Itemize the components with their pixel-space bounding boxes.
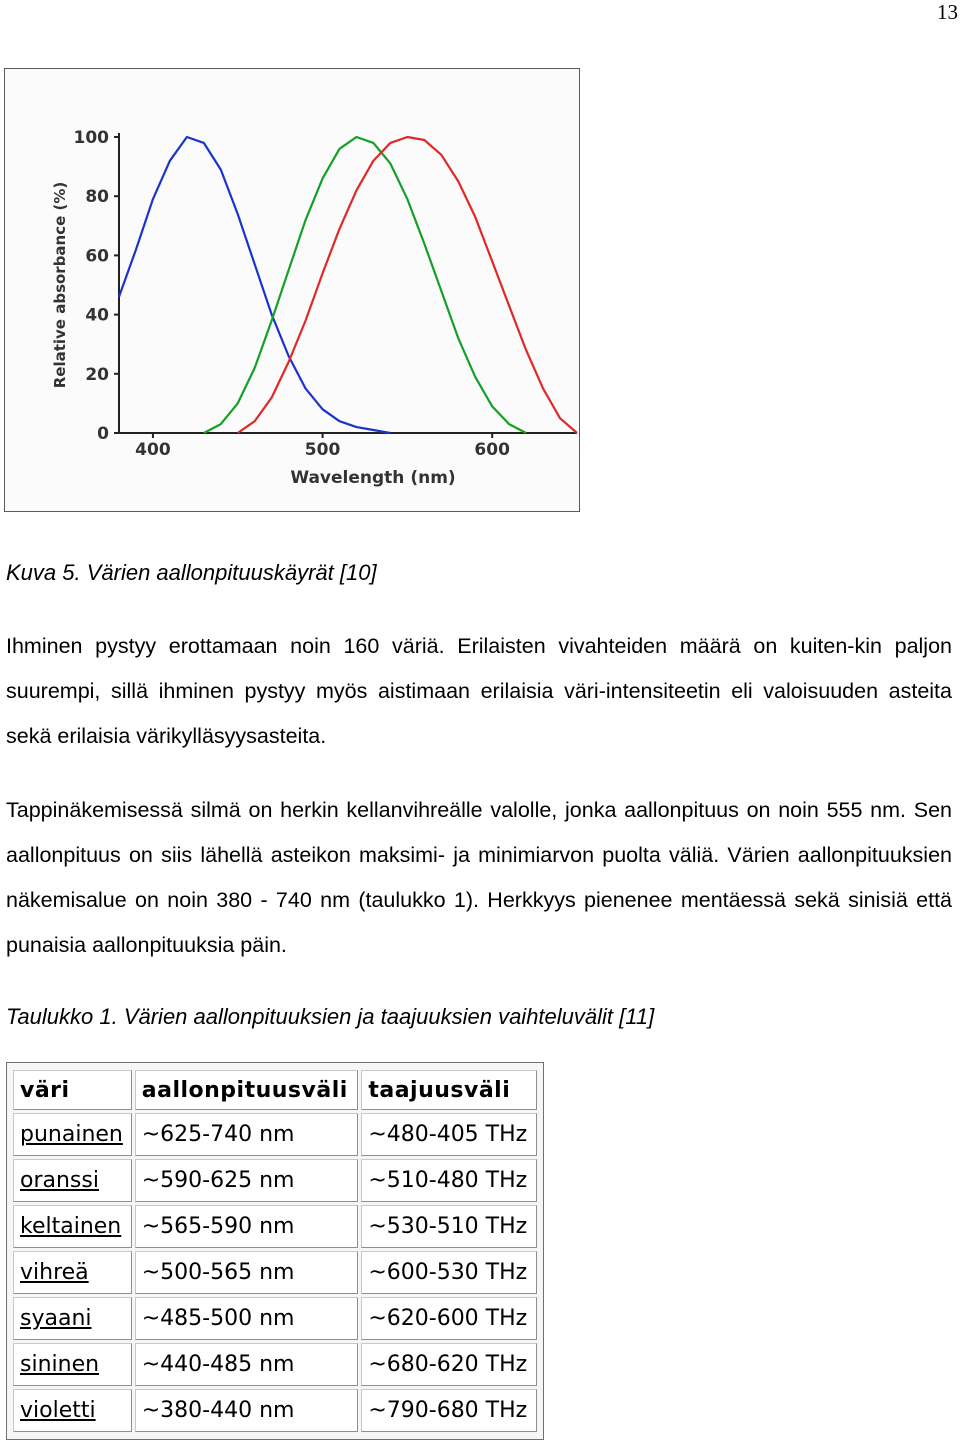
wavelength-cell: ~485-500 nm [135,1297,359,1340]
color-name-cell [13,1159,132,1202]
frequency-cell: ~620-600 THz [361,1297,537,1340]
table-frame [6,1062,544,1440]
color-name-cell [13,1205,132,1248]
header-color: väri [13,1070,132,1110]
header-wavelength: aallonpituusväli [135,1070,359,1110]
x-tick-label: 400 [135,440,171,460]
color-table [10,1067,540,1435]
wavelength-cell: ~380-440 nm [135,1389,359,1432]
frequency-cell: ~530-510 THz [361,1205,537,1248]
table-row [13,1389,537,1432]
page-number: 13 [937,0,958,24]
frequency-cell: ~480-405 THz [361,1113,537,1156]
wavelength-cell: ~625-740 nm [135,1113,359,1156]
absorbance-figure [4,68,580,512]
y-tick-label: 100 [73,128,109,148]
frequency-cell: ~790-680 THz [361,1389,537,1432]
y-tick-label: 20 [85,364,109,385]
wavelength-cell: ~500-565 nm [135,1251,359,1294]
color-name: syaani [20,1306,92,1331]
header-frequency: taajuusväli [361,1070,537,1110]
frequency-cell: ~600-530 THz [361,1251,537,1294]
frequency-cell: ~680-620 THz [361,1343,537,1386]
paragraph-1: Ihminen pystyy erottamaan noin 160 väriä. Erilaisten vivahteiden määrä on kuiten-kin paljon suurempi, sillä ihminen pystyy myös aistimaan erilaisia väri-intensiteetin eli valoisuuden asteita sekä erilaisia värikylläsyysasteita. [6,634,952,748]
paragraph-2: Tappinäkemisessä silmä on herkin kellanvihreälle valolle, jonka aallonpituus on noin 555 nm. Sen aallonpituus on siis lähellä asteikon maksimi- ja minimiarvon puolta väliä. Värien aallonpituuksien näkemisalue on noin 380 - 740 nm (taulukko 1). Herkkyys pienenee mentäessä sekä sinisiä että punaisia aallonpituuksia päin. [6,798,952,957]
table-row [13,1343,537,1386]
table-row [13,1297,537,1340]
color-name: vihreä [20,1260,89,1285]
color-name: sininen [20,1352,100,1377]
x-axis-label: Wavelength (nm) [290,468,456,488]
y-tick-label: 40 [85,305,109,326]
color-name: violetti [20,1398,96,1423]
color-name-cell [13,1297,132,1340]
y-axis-label: Relative absorbance (%) [51,181,69,389]
wavelength-cell: ~565-590 nm [135,1205,359,1248]
frequency-cell: ~510-480 THz [361,1159,537,1202]
color-name-cell [13,1389,132,1432]
color-name: oranssi [20,1168,99,1193]
table-header-row [13,1070,537,1110]
color-name-cell [13,1113,132,1156]
y-tick-label: 80 [85,187,109,208]
x-tick-label: 600 [474,440,510,460]
green-series-line [204,137,526,433]
table-caption: Taulukko 1. Värien aallonpituuksien ja taajuuksien vaihteluvälit [11] [6,1004,655,1029]
color-name-cell [13,1251,132,1294]
blue-series-line [119,137,390,433]
table-row [13,1113,537,1156]
absorbance-chart [5,69,579,511]
figure-caption: Kuva 5. Värien aallonpituuskäyrät [10] [6,560,377,585]
table-row [13,1251,537,1294]
x-tick-label: 500 [304,440,341,460]
table-row [13,1205,537,1248]
y-tick-label: 0 [97,424,109,444]
color-name: keltainen [20,1214,122,1239]
color-name-cell [13,1343,132,1386]
red-series-line [238,137,577,433]
y-tick-label: 60 [85,246,109,267]
wavelength-cell: ~440-485 nm [135,1343,359,1386]
wavelength-cell: ~590-625 nm [135,1159,359,1202]
color-name: punainen [20,1122,123,1147]
table-row [13,1159,537,1202]
